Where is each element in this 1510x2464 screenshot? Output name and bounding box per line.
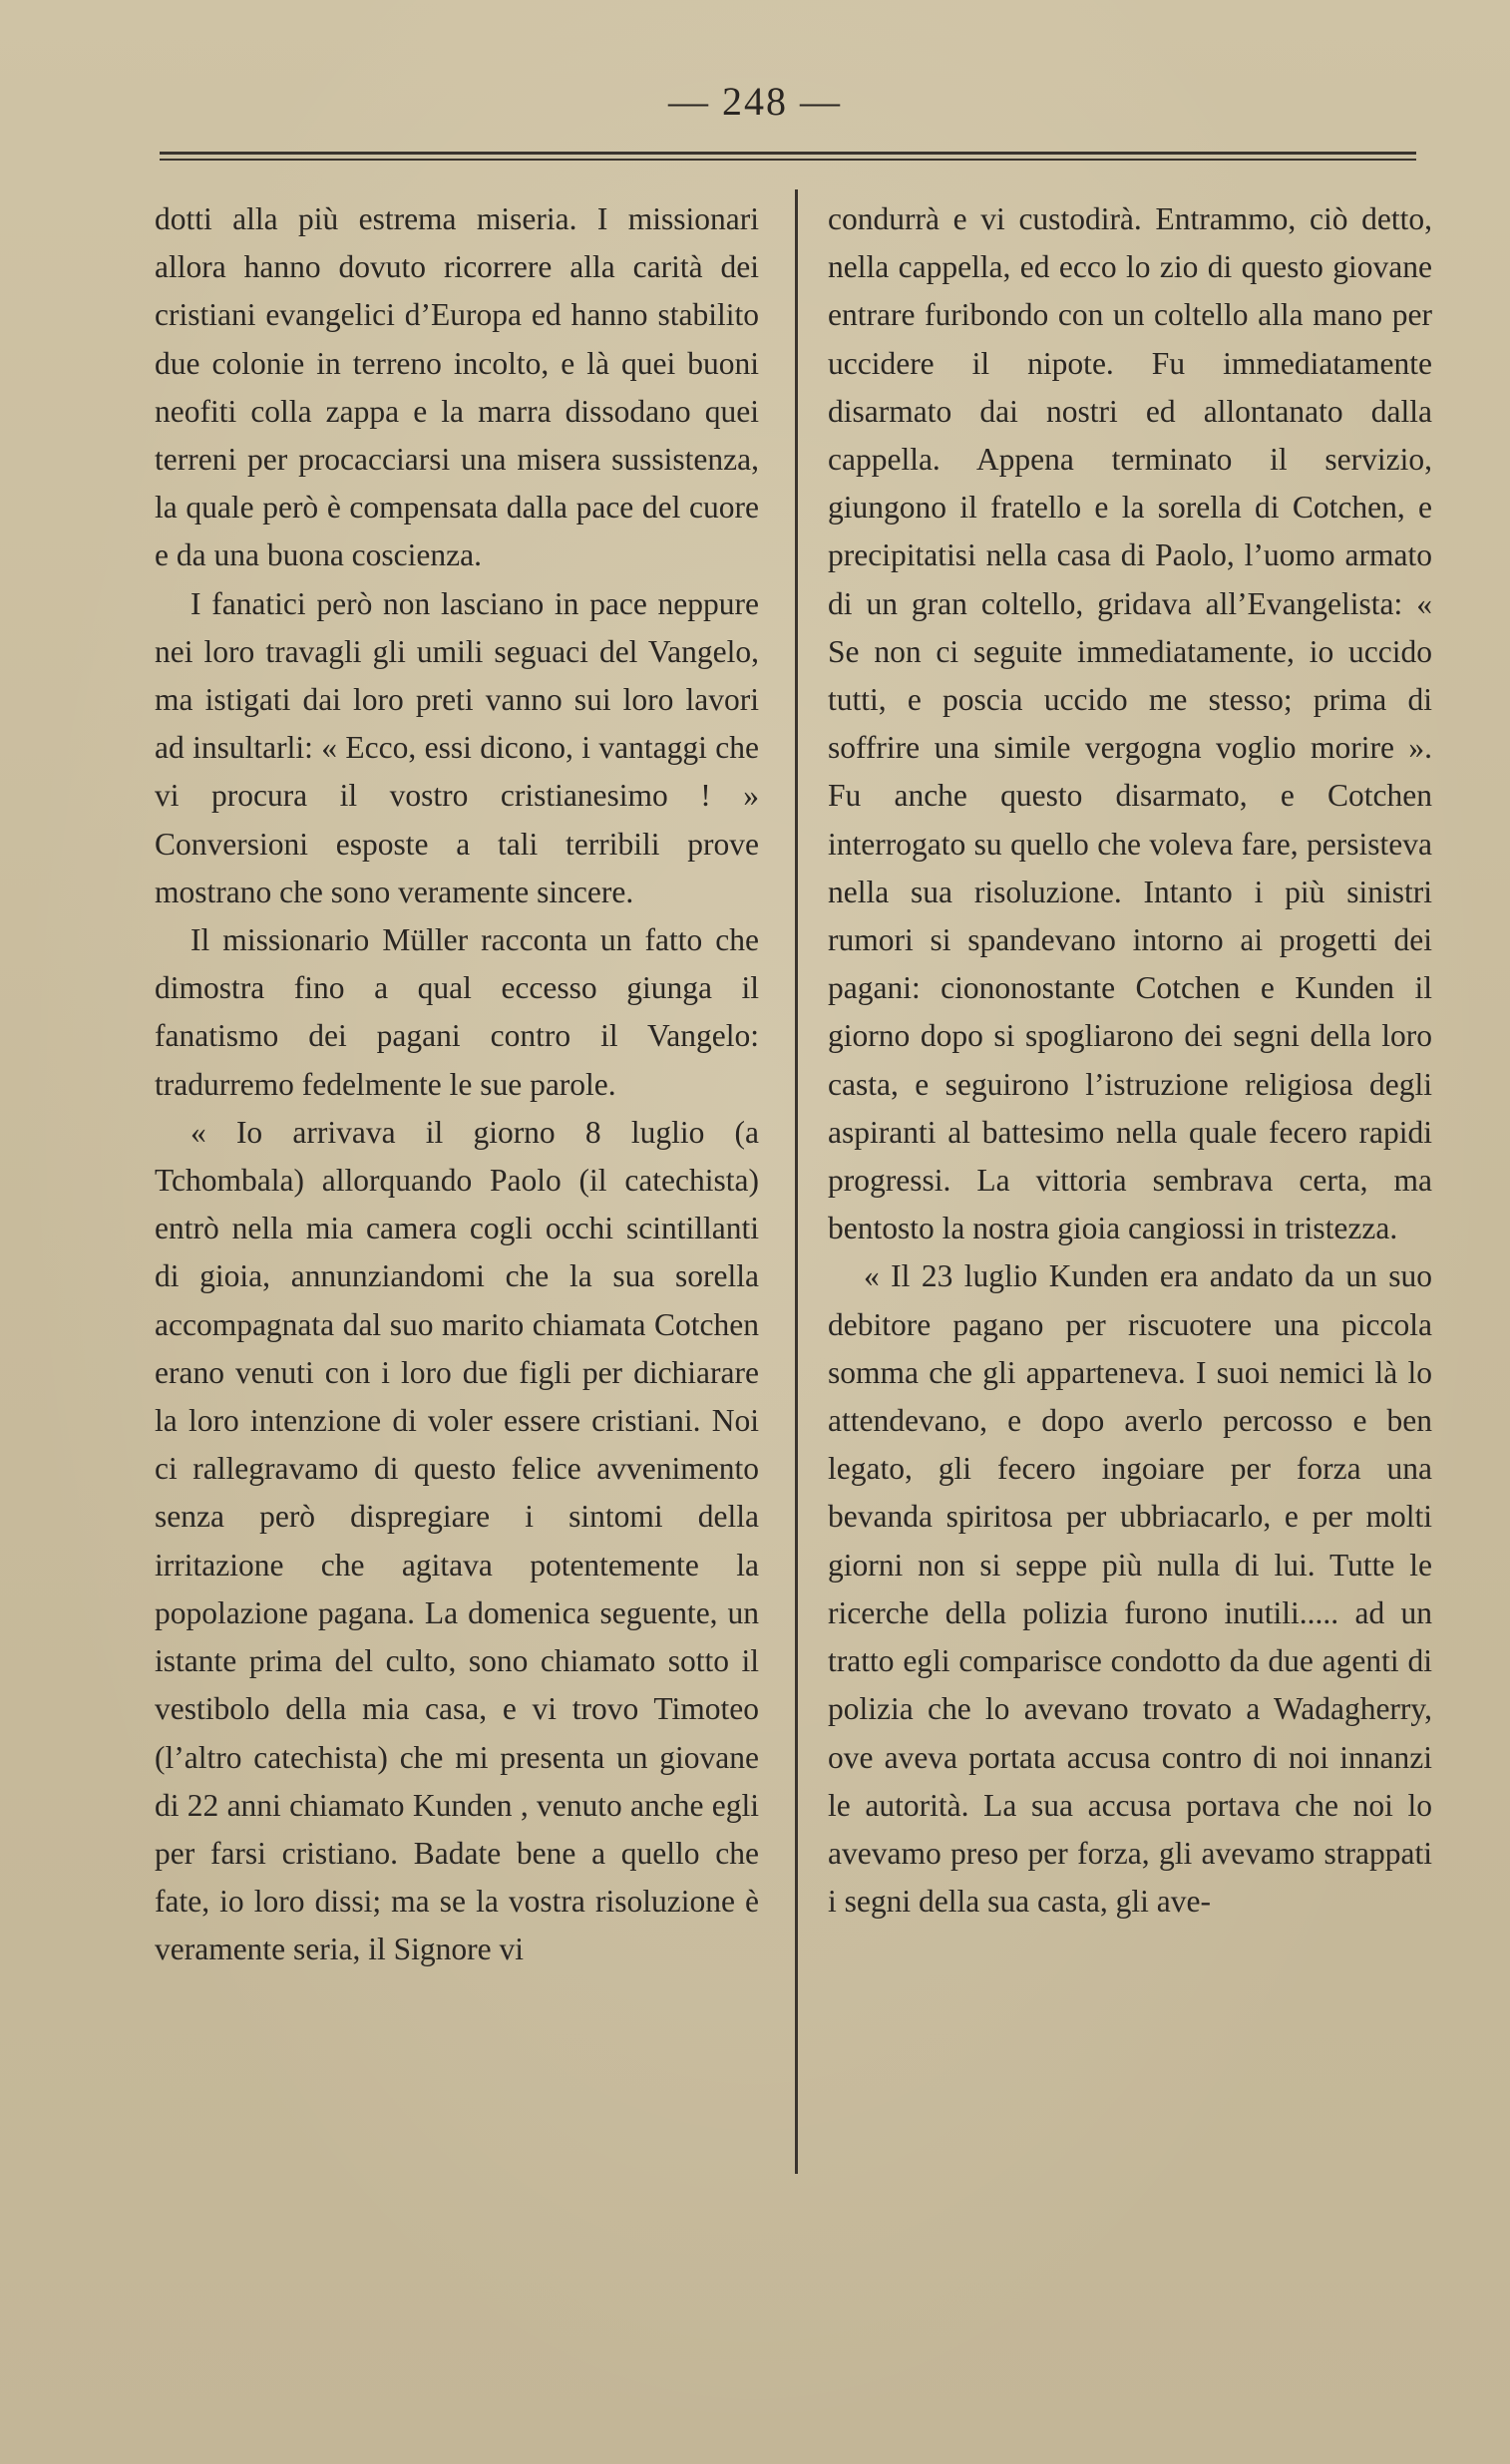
column-divider (795, 189, 798, 2174)
paragraph: dotti alla più estrema miseria. I missionari allora hanno dovuto ricorrere alla carità dei cristiani evangelici d’Europa ed hanno stabilito due colonie in terreno incolto, e là quei buoni neofiti colla zappa e la marra dissodano quei terreni per procacciarsi una misera sussistenza, la quale però è compensata dalla pace del cuore e da una buona coscienza. (155, 201, 759, 573)
paragraph: « Io arrivava il giorno 8 luglio (a Tchombala) allorquando Paolo (il catechista) entrò nella mia camera cogli occhi scintillanti di gioia, annunziandomi che la sua sorella accompagnata dal suo marito chiamata Cotchen erano venuti con i loro due figli per dichiarare la loro intenzione di voler essere cristiani. Noi ci rallegravamo di questo felice avvenimento senza però dispregiare i sintomi della irritazione che agitava potentemente la popolazione pagana. La domenica seguente, un istante prima del culto, sono chiamato sotto il vestibolo della mia casa, e vi trovo Timoteo (l’altro catechista) che mi presenta un giovane di 22 anni chiamato Kunden , venuto anche egli per farsi cristiano. Badate bene a quello che fate, io loro dissi; ma se la vostra risoluzione è veramente seria, il Signore vi (155, 1114, 759, 1967)
paragraph: I fanatici però non lasciano in pace neppure nei loro travagli gli umili seguaci del Vangelo, ma istigati dai loro preti vanno sui loro lavori ad insultarli: « Ecco, essi dicono, i vantaggi che vi procura il vostro cristianesimo ! » Conversioni esposte a tali terribili prove mostrano che sono veramente sincere. (155, 585, 759, 909)
paragraph: Il missionario Müller racconta un fatto che dimostra fino a qual eccesso giunga il fanatismo dei pagani contro il Vangelo: tradurremo fedelmente le sue parole. (155, 922, 759, 1102)
right-column (828, 195, 1432, 1926)
paragraph: « Il 23 luglio Kunden era andato da un suo debitore pagano per riscuotere una piccola somma che gli apparteneva. I suoi nemici là lo attendevano, e dopo averlo percosso e ben legato, gli fecero ingoiare per forza una bevanda spiritosa per ubbriacarlo, e per molti giorni non si seppe più nulla di lui. Tutte le ricerche della polizia furono inutili..... ad un tratto egli comparisce condotto da due agenti di polizia che lo avevano trovato a Wadagherry, ove aveva portata accusa contro di noi innanzi le autorità. La sua accusa portava che noi lo avevamo preso per forza, gli avevamo strappati i segni della sua casta, gli ave- (828, 1258, 1432, 1920)
paragraph: condurrà e vi custodirà. Entrammo, ciò detto, nella cappella, ed ecco lo zio di questo giovane entrare furibondo con un coltello alla mano per uccidere il nipote. Fu immediatamente disarmato dai nostri ed allontanato dalla cappella. Appena terminato il servizio, giungono il fratello e la sorella di Cotchen, e precipitatisi nella casa di Paolo, l’uomo armato di un gran coltello, gridava all’Evangelista: « Se non ci seguite immediatamente, io uccido tutti, e poscia uccido me stesso; prima di soffrire una simile vergogna voglio morire ». Fu anche questo disarmato, e Cotchen interrogato su quello che voleva fare, persisteva nella sua risoluzione. Intanto i più sinistri rumori si spandevano intorno ai progetti dei pagani: ciononostante Cotchen e Kunden il giorno dopo si spogliarono dei segni della loro casta, e seguirono l’istruzione religiosa degli aspiranti al battesimo nella quale fecero rapidi progressi. La vittoria sembrava certa, ma bentosto la nostra gioia cangiossi in tristezza. (828, 201, 1432, 1246)
page-number: — 248 — (668, 79, 842, 124)
left-column (155, 195, 759, 1974)
header-rule (160, 152, 1416, 161)
